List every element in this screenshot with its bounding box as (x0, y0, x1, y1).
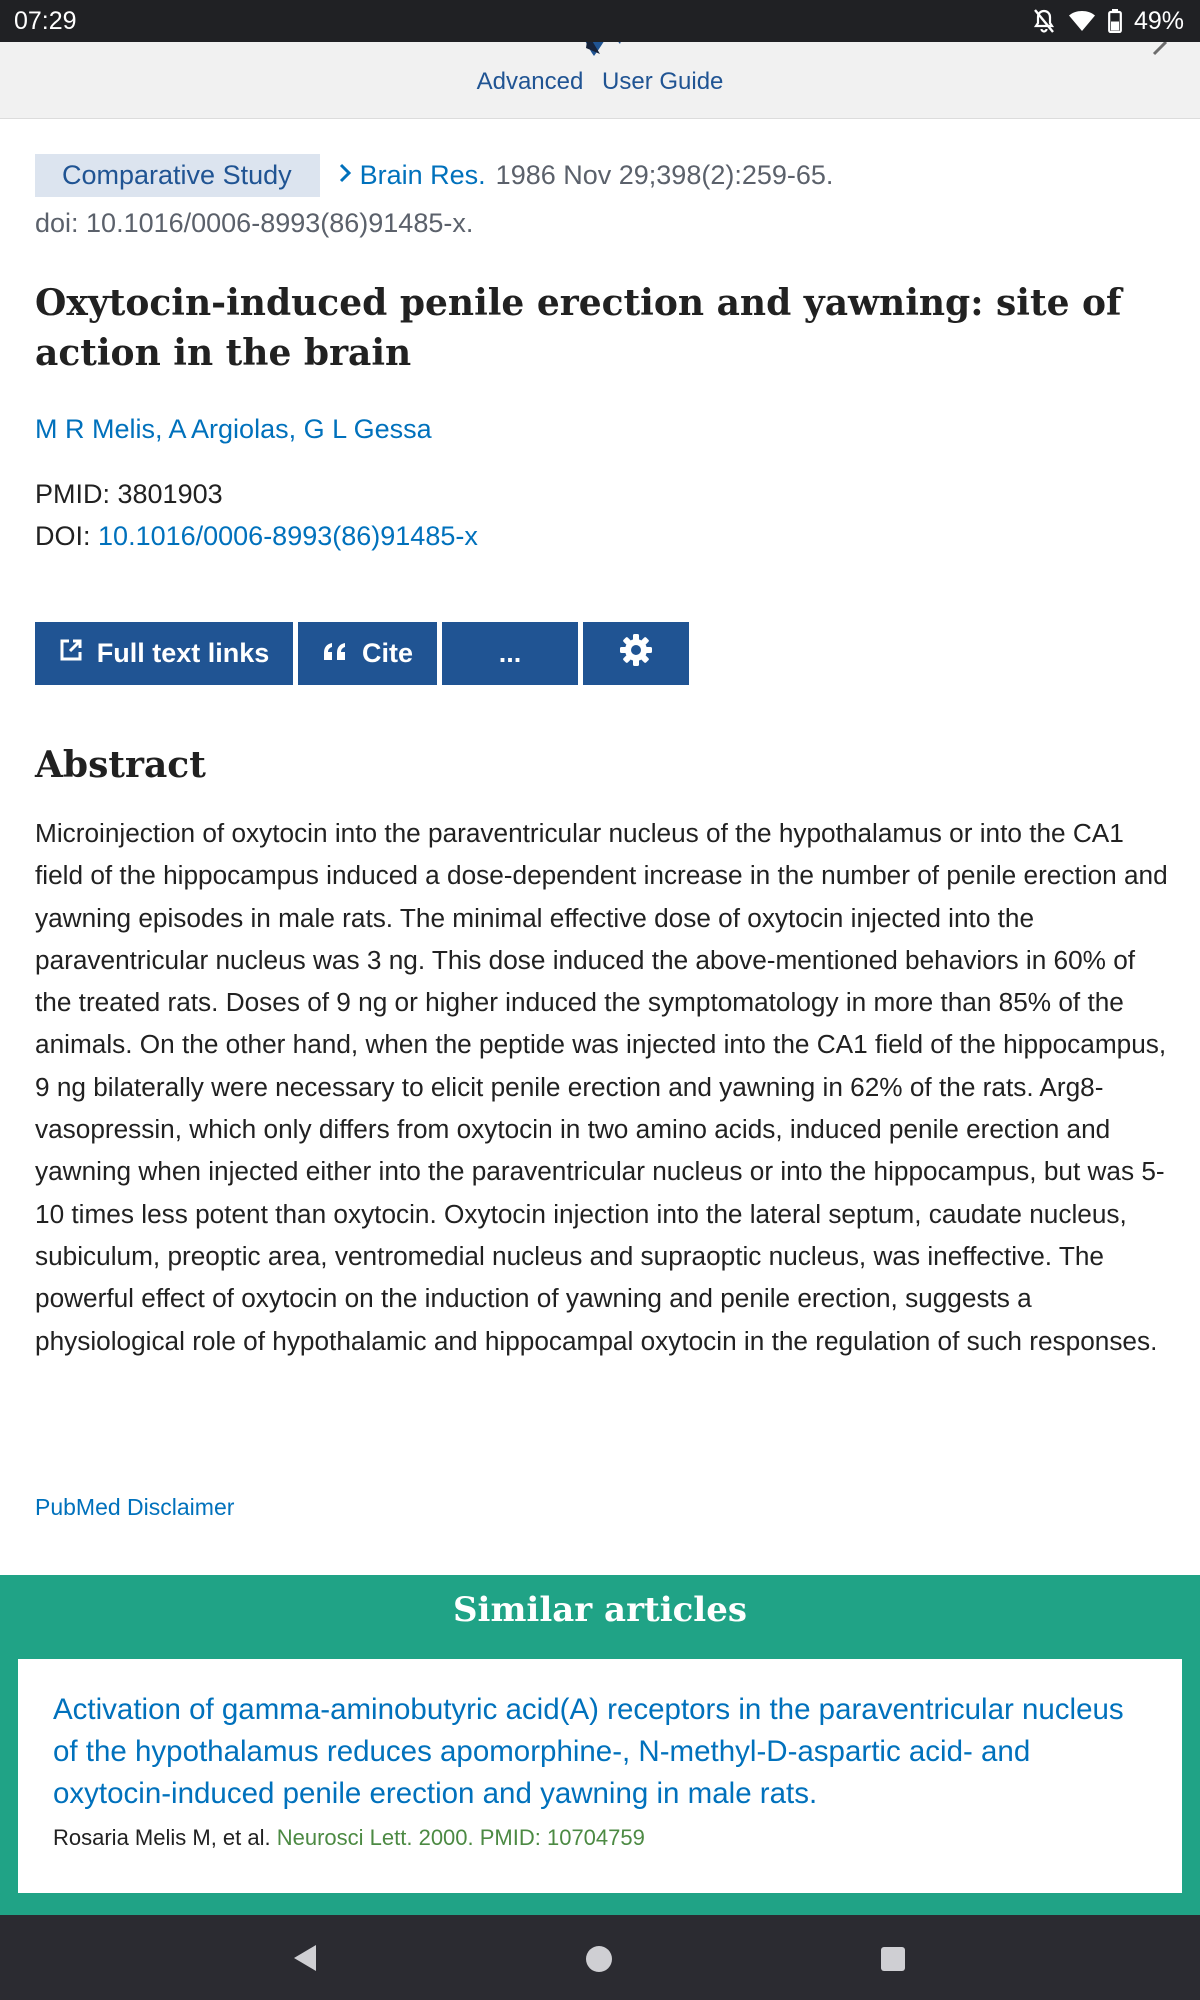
navigation-bar (0, 1915, 1200, 2000)
home-icon[interactable] (585, 1945, 613, 1978)
gear-icon (618, 632, 654, 675)
journal-link[interactable]: Brain Res. (359, 160, 486, 190)
status-bar (0, 0, 1200, 42)
authors-list[interactable]: M R Melis, A Argiolas, G L Gessa (35, 414, 432, 444)
full-text-links-button[interactable] (35, 622, 293, 685)
recents-icon[interactable] (880, 1946, 906, 1977)
similar-article-meta (53, 1825, 1147, 1851)
pmid-line: PMID: 3801903 (35, 479, 223, 509)
chevron-right-icon (338, 160, 352, 191)
citation-details: 1986 Nov 29;398(2):259-65. (495, 160, 834, 190)
battery-percent: 49% (1133, 6, 1184, 35)
similar-articles-heading: Similar articles (452, 1590, 747, 1630)
article-title: Oxytocin-induced penile erection and yawning: site of action in the brain (35, 282, 1122, 374)
external-link-icon (59, 638, 97, 669)
citation-row (35, 154, 1175, 197)
publication-type-badge: Comparative Study (35, 154, 320, 197)
header-links (0, 68, 1200, 96)
more-options-button[interactable] (442, 622, 578, 685)
battery-icon (1108, 9, 1122, 33)
advanced-link[interactable]: Advanced (476, 68, 584, 95)
settings-button[interactable] (583, 622, 689, 685)
similar-articles-section (0, 1575, 1200, 1915)
pubmed-disclaimer-link[interactable]: PubMed Disclaimer (35, 1494, 235, 1520)
user-guide-link[interactable]: User Guide (602, 68, 724, 95)
doi-line (35, 521, 478, 552)
status-icons (1032, 7, 1184, 36)
doi-label: DOI: (35, 521, 91, 551)
quote-icon (322, 638, 362, 669)
chevron-icon[interactable] (1148, 42, 1170, 65)
abstract-heading: Abstract (35, 744, 206, 786)
more-label: ... (498, 638, 522, 668)
notifications-off-icon (1032, 8, 1056, 34)
similar-article-authors: Rosaria Melis M, et al. (53, 1825, 271, 1850)
similar-article-title-link[interactable]: Activation of gamma-aminobutyric acid(A) receptors in the paraventricular nucleus of the hypothalamus reduces apomorphine-, N-methyl-D-aspartic acid- and oxytocin-induced penile erection and yawning in male rats. (53, 1693, 1124, 1810)
similar-article-source: Neurosci Lett. 2000. PMID: 10704759 (276, 1825, 645, 1850)
cite-label: Cite (361, 638, 413, 668)
full-text-links-label: Full text links (96, 638, 270, 668)
abstract-text: Microinjection of oxytocin into the paraventricular nucleus of the hypothalamus or into the CA1 field of the hippocampus induced a dose-dependent increase in the number of penile erection and yawning episodes in male rats. The minimal effective dose of oxytocin injected into the paraventricular nucleus was 3 ng. This dose induced the above-mentioned behaviors in 60% of the treated rats. Doses of 9 ng or higher induced the symptomatology in more than 85% of the animals. On the other hand, when the peptide was injected into the CA1 field of the hippocampus, 9 ng bilaterally were necessary to elicit penile erection and yawning in 62% of the rats. Arg8-vasopressin, which only differs from oxytocin in two amino acids, induced penile erection and yawning when injected either into the paraventricular nucleus or into the hippocampus, but was 5-10 times less potent than oxytocin. Oxytocin injection into the lateral septum, caudate nucleus, subiculum, preoptic area, ventromedial nucleus and supraoptic nucleus, was ineffective. The powerful effect of oxytocin on the induction of yawning and penile erection, suggests a physiological role of hypothalamic and hippocampal oxytocin in the regulation of such responses. (35, 818, 1168, 1356)
wifi-icon (1068, 10, 1096, 32)
status-time: 07:29 (14, 6, 77, 35)
similar-article-card (18, 1659, 1182, 1893)
cite-button[interactable] (298, 622, 437, 685)
citation-doi: doi: 10.1016/0006-8993(86)91485-x. (35, 208, 474, 238)
site-header (0, 42, 1200, 119)
back-icon[interactable] (290, 1942, 320, 1979)
doi-link[interactable]: 10.1016/0006-8993(86)91485-x (98, 521, 478, 551)
